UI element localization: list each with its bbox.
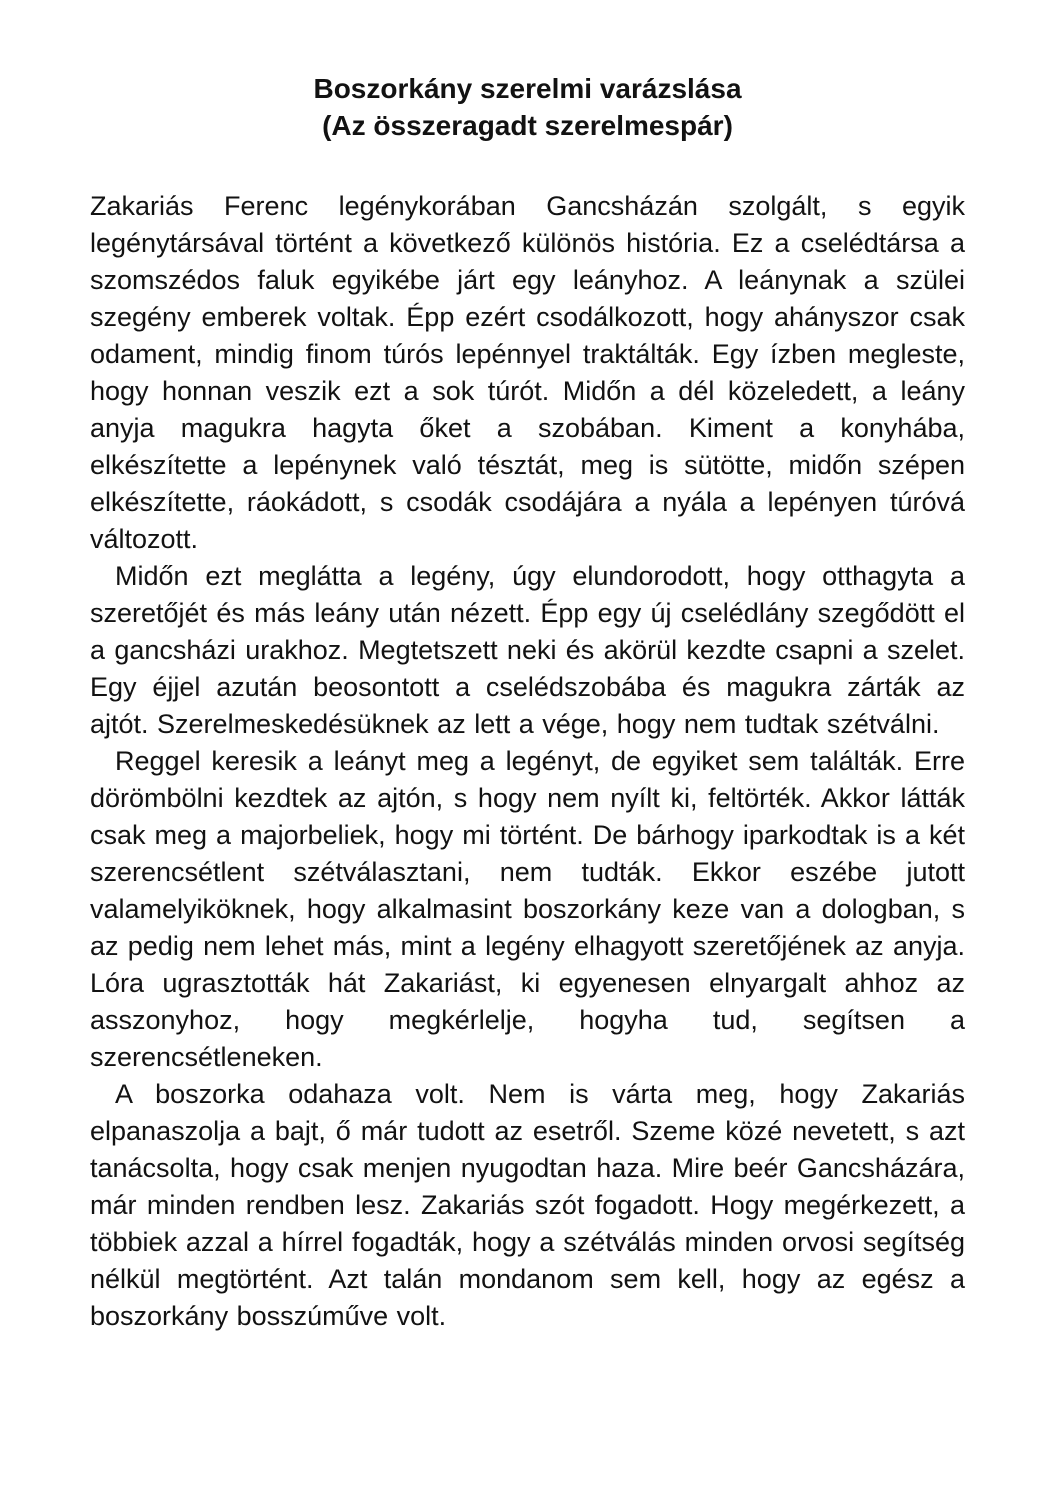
document-header — [90, 70, 965, 144]
paragraph: Zakariás Ferenc legénykorában Gancsházán szolgált, s egyik legénytársával történt a következő különös história. Ez a cselédtársa a szomszédos faluk egyikébe járt egy leányhoz. A leánynak a szülei szegény emberek voltak. Épp ezért csodálkozott, hogy ahányszor csak odament, mindig finom túrós lepénnyel traktálták. Egy ízben megleste, hogy honnan veszik ezt a sok túrót. Midőn a dél közeledett, a leány anyja magukra hagyta őket a szobában. Kiment a konyhába, elkészítette a lepénynek való tésztát, meg is sütötte, midőn szépen elkészítette, ráokádott, s csodák csodájára a nyála a lepényen túróvá változott. — [90, 191, 965, 554]
paragraph: Reggel keresik a leányt meg a legényt, de egyiket sem találták. Erre dörömbölni kezdtek az ajtón, s hogy nem nyílt ki, feltörték. Akkor látták csak meg a majorbeliek, hogy mi történt. De bárhogy iparkodtak is a két szerencsétlent szétválasztani, nem tudták. Ekkor eszébe jutott valamelyiköknek, hogy alkalmasint boszorkány keze van a dologban, s az pedig nem lehet más, mint a legény elhagyott szeretőjének az anyja. Lóra ugrasztották hát Zakariást, ki egyenesen elnyargalt ahhoz az asszonyhoz, hogy megkérlelje, hogyha tud, segítsen a szerencsétleneken. — [90, 746, 965, 1072]
paragraph: A boszorka odahaza volt. Nem is várta meg, hogy Zakariás elpanaszolja a bajt, ő már tudott az esetről. Szeme közé nevetett, s azt tanácsolta, hogy csak menjen nyugodtan haza. Mire beér Gancsházára, már minden rendben lesz. Zakariás szót fogadott. Hogy megérkezett, a többiek azzal a hírrel fogadták, hogy a szétválás minden orvosi segítség nélkül megtörtént. Azt talán mondanom sem kell, hogy az egész a boszorkány bosszúműve volt. — [90, 1079, 965, 1331]
document-subtitle: (Az összeragadt szerelmespár) — [322, 110, 733, 141]
paragraph: Midőn ezt meglátta a legény, úgy elundorodott, hogy otthagyta a szeretőjét és más leány után nézett. Épp egy új cselédlány szegődött el a gancsházi urakhoz. Megtetszett neki és akörül kezdte csapni a szelet. Egy éjjel azután beosontott a cselédszobába és magukra zárták az ajtót. Szerelmeskedésüknek az lett a vége, hogy nem tudtak szétválni. — [90, 561, 965, 739]
document-title: Boszorkány szerelmi varázslása — [313, 73, 742, 104]
document-body — [90, 188, 965, 1335]
